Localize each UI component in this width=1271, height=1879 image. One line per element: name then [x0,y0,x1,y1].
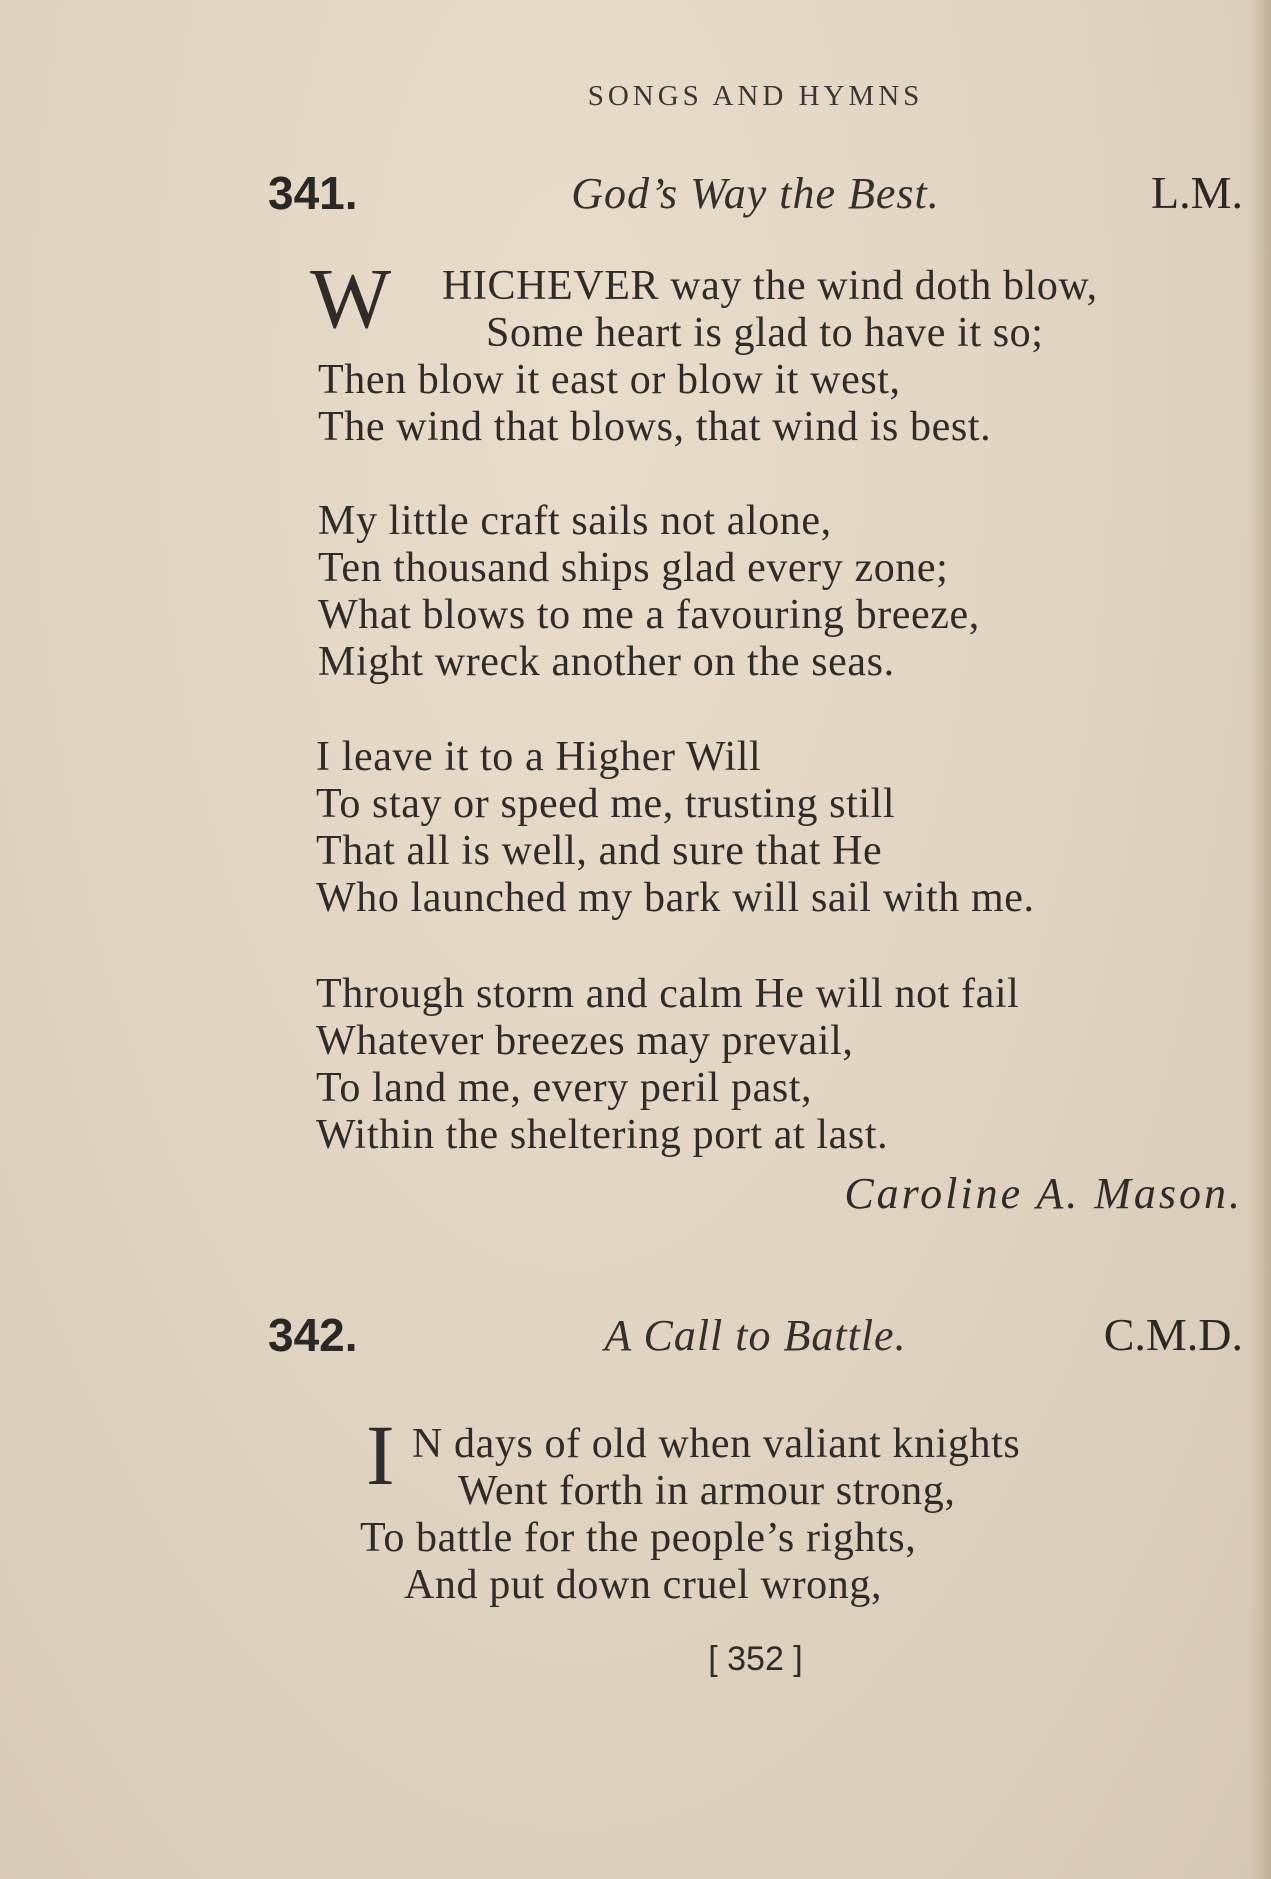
verse-line: Ten thousand ships glad every zone; [318,545,949,591]
hymn-meter: L.M. [1151,167,1243,218]
hymn-number: 341. [268,167,358,219]
verse-line: That all is well, and sure that He [316,828,883,874]
verse-line: Who launched my bark will sail with me. [316,875,1035,921]
verse-line: Within the sheltering port at last. [316,1112,889,1158]
page-edge-shadow [1249,0,1271,1879]
verse-line: I leave it to a Higher Will [316,734,762,780]
verse-line: And put down cruel wrong, [404,1562,883,1608]
verse-line: To land me, every peril past, [316,1065,813,1111]
verse-line: What blows to me a favouring breeze, [318,592,980,638]
hymn-meter: C.M.D. [1103,1309,1243,1360]
verse-line: My little craft sails not alone, [318,498,832,544]
drop-cap: I [366,1407,395,1503]
verse-line: Through storm and calm He will not fail [316,971,1020,1017]
page-number: [ 352 ] [708,1640,803,1678]
hymn-341-heading [268,166,1243,222]
verse-line: To battle for the people’s rights, [360,1515,917,1561]
running-head: SONGS AND HYMNS [587,80,924,112]
verse-line: HICHEVER way the wind doth blow, [442,263,1098,309]
verse-line: Went forth in armour strong, [458,1468,956,1514]
verse-line: N days of old when valiant knights [412,1421,1021,1467]
hymn-title: God’s Way the Best. [571,169,940,218]
verse-line: The wind that blows, that wind is best. [318,404,992,450]
hymn-342-heading [268,1308,1243,1364]
drop-cap: W [310,250,392,346]
hymn-author: Caroline A. Mason. [844,1169,1243,1218]
verse-line: Whatever breezes may prevail, [316,1018,854,1064]
hymn-title: A Call to Battle. [604,1311,907,1360]
verse-line: To stay or speed me, trusting still [316,781,896,827]
verse-line: Some heart is glad to have it so; [486,310,1044,356]
verse-line: Might wreck another on the seas. [318,639,895,685]
verse-line: Then blow it east or blow it west, [318,357,901,403]
hymn-number: 342. [268,1309,358,1361]
